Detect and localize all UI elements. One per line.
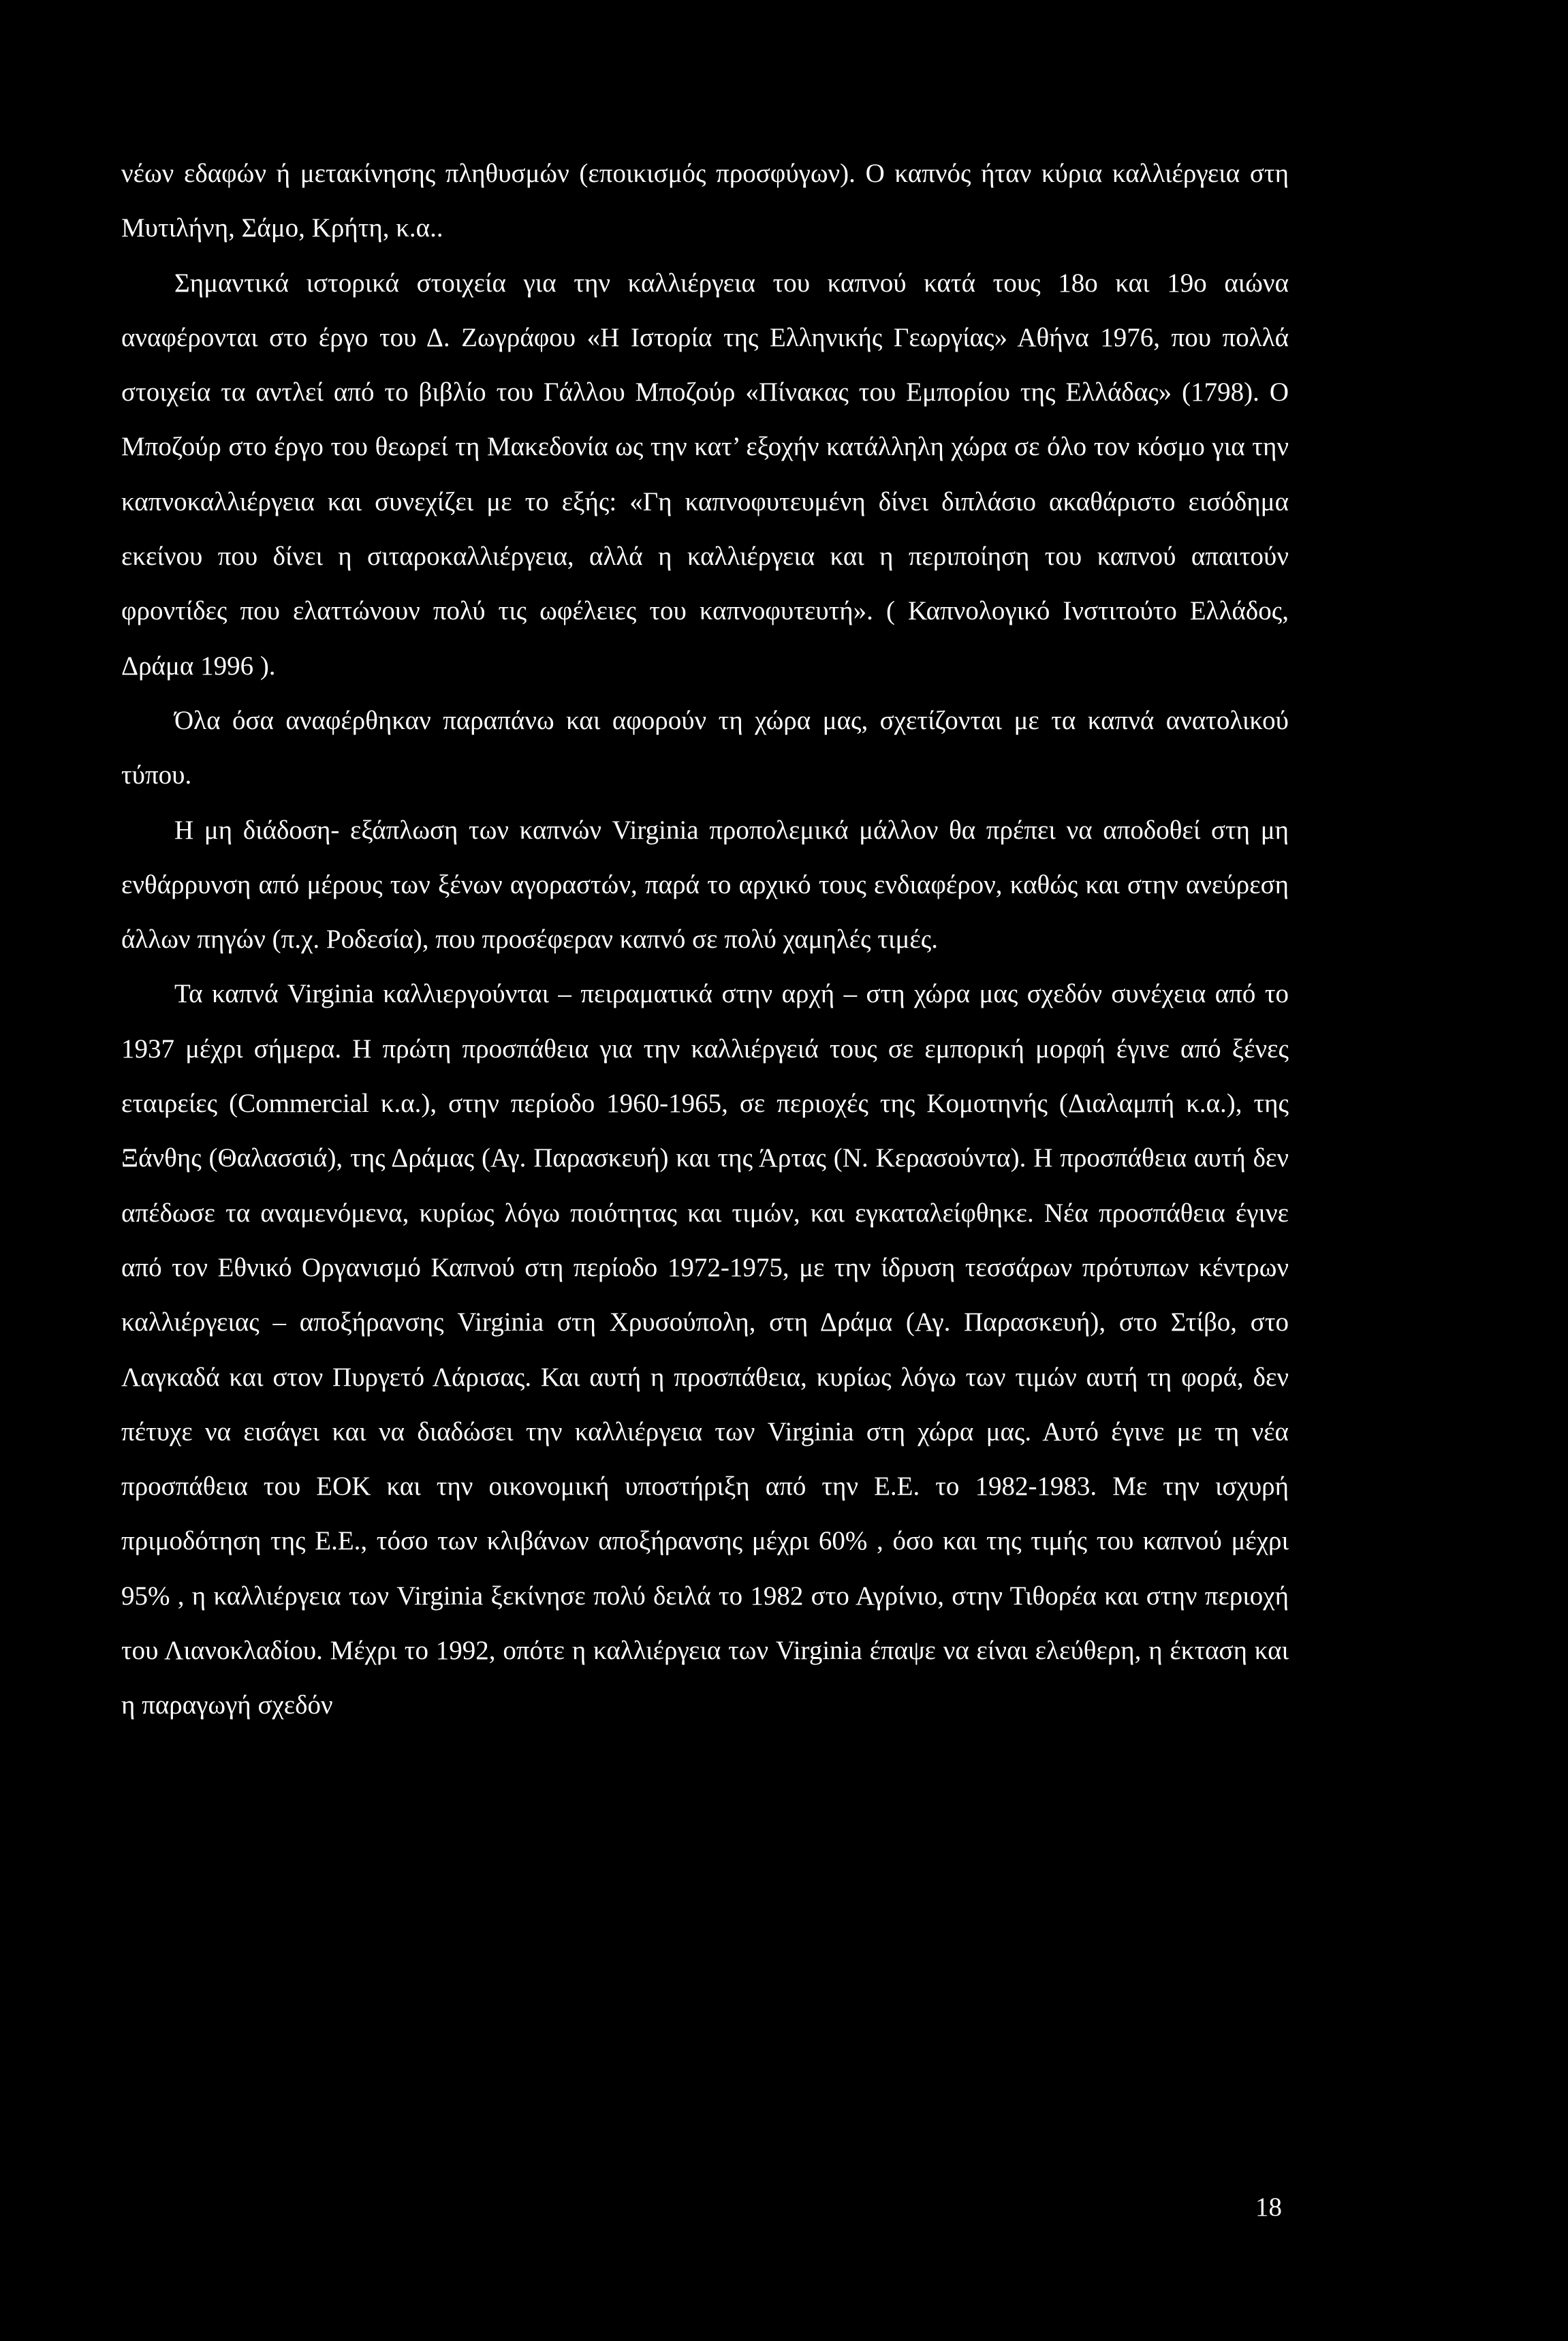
document-body xyxy=(121,146,1289,1733)
paragraph-eastern-type: Όλα όσα αναφέρθηκαν παραπάνω και αφορούν τη χώρα μας, σχετίζονται με τα καπνά ανατολικού τύπου. xyxy=(121,705,1289,790)
paragraph-virginia-spread: Η μη διάδοση- εξάπλωση των καπνών Virginia προπολεμικά μάλλον θα πρέπει να αποδοθεί στη μη ενθάρρυνση από μέρους των ξένων αγοραστών, παρά το αρχικό τους ενδιαφέρον, καθώς και στην ανεύρεση άλλων πηγών (π.χ. Ροδεσία), που προσέφεραν καπνό σε πολύ χαμηλές τιμές. xyxy=(121,815,1289,955)
paragraph-virginia-cultivation: Τα καπνά Virginia καλλιεργούνται – πειραματικά στην αρχή – στη χώρα μας σχεδόν συνέχεια από το 1937 μέχρι σήμερα. Η πρώτη προσπάθεια για την καλλιέργειά τους σε εμπορική μορφή έγινε από ξένες εταιρείες (Commercial κ.α.), στην περίοδο 1960-1965, σε περιοχές της Κομοτηνής (Διαλαμπή κ.α.), της Ξάνθης (Θαλασσιά), της Δράμας (Αγ. Παρασκευή) και της Άρτας (Ν. Κερασούντα). Η προσπάθεια αυτή δεν απέδωσε τα αναμενόμενα, κυρίως λόγω ποιότητας και τιμών, και εγκαταλείφθηκε. Νέα προσπάθεια έγινε από τον Εθνικό Οργανισμό Καπνού στη περίοδο 1972-1975, με την ίδρυση τεσσάρων πρότυπων κέντρων καλλιέργειας – αποξήρανσης Virginia στη Χρυσούπολη, στη Δράμα (Αγ. Παρασκευή), στο Στίβο, στο Λαγκαδά και στον Πυργετό Λάρισας. Και αυτή η προσπάθεια, κυρίως λόγω των τιμών αυτή τη φορά, δεν πέτυχε να εισάγει και να διαδώσει την καλλιέργεια των Virginia στη χώρα μας. Αυτό έγινε με τη νέα προσπάθεια του ΕΟΚ και την οικονομική υποστήριξη από την Ε.Ε. το 1982-1983. Με την ισχυρή πριμοδότηση της Ε.Ε., τόσο των κλιβάνων αποξήρανσης μέχρι 60% , όσο και της τιμής του καπνού μέχρι 95% , η καλλιέργεια των Virginia ξεκίνησε πολύ δειλά το 1982 στο Αγρίνιο, στην Τιθορέα και στην περιοχή του Λιανοκλαδίου. Μέχρι το 1992, οπότε η καλλιέργεια των Virginia έπαψε να είναι ελεύθερη, η έκταση και η παραγωγή σχεδόν xyxy=(121,979,1289,1720)
page-number: 18 xyxy=(1255,2192,1282,2222)
paragraph-historical-data: Σημαντικά ιστορικά στοιχεία για την καλλιέργεια του καπνού κατά τους 18ο και 19ο αιώνα αναφέρονται στο έργο του Δ. Ζωγράφου «Η Ιστορία της Ελληνικής Γεωργίας» Αθήνα 1976, που πολλά στοιχεία τα αντλεί από το βιβλίο του Γάλλου Μποζούρ «Πίνακας του Εμπορίου της Ελλάδας» (1798). Ο Μποζούρ στο έργο του θεωρεί τη Μακεδονία ως την κατ’ εξοχήν κατάλληλη χώρα σε όλο τον κόσμο για την καπνοκαλλιέργεια και συνεχίζει με το εξής: «Γη καπνοφυτευμένη δίνει διπλάσιο ακαθάριστο εισόδημα εκείνου που δίνει η σιταροκαλλιέργεια, αλλά η καλλιέργεια και η περιποίηση του καπνού απαιτούν φροντίδες που ελαττώνουν πολύ τις ωφέλειες του καπνοφυτευτή». ( Καπνολογικό Ινστιτούτο Ελλάδος, Δράμα 1996 ). xyxy=(121,268,1289,681)
paragraph-continuation: νέων εδαφών ή μετακίνησης πληθυσμών (εποικισμός προσφύγων). Ο καπνός ήταν κύρια καλλιέργεια στη Μυτιλήνη, Σάμο, Κρήτη, κ.α.. xyxy=(121,159,1289,243)
